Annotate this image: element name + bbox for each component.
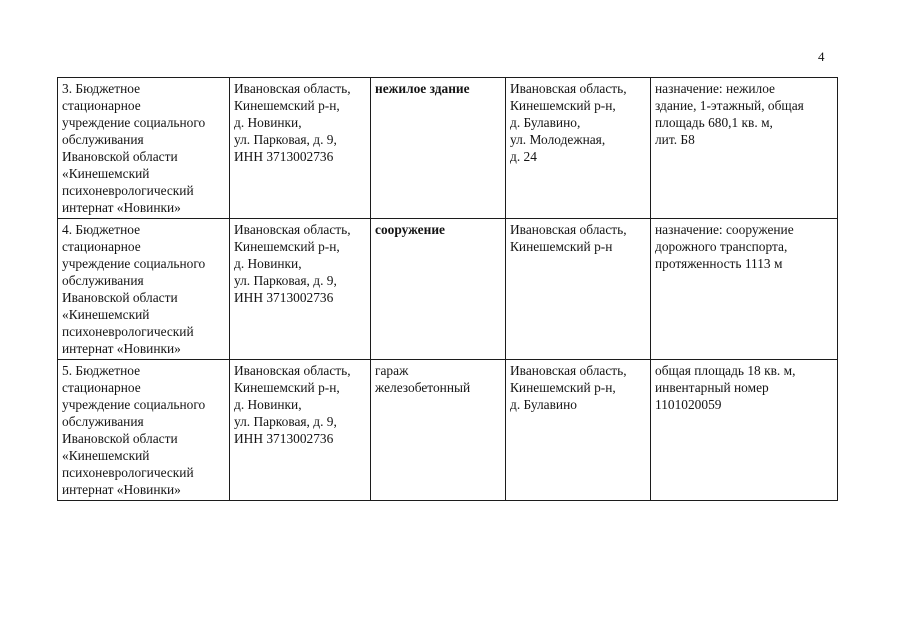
cell-line: Кинешемский р-н, — [510, 98, 616, 113]
table-row — [58, 360, 838, 501]
object-name-cell — [371, 219, 506, 360]
owner-address-cell — [230, 78, 371, 219]
cell-line: д. Булавино, — [510, 115, 581, 130]
cell-line: д. Булавино — [510, 397, 577, 412]
cell-line: сооружение — [375, 222, 445, 237]
cell-line: интернат «Новинки» — [62, 200, 181, 215]
cell-line: учреждение социального — [62, 115, 206, 130]
cell-line: интернат «Новинки» — [62, 482, 181, 497]
cell-line: д. Новинки, — [234, 115, 302, 130]
cell-line: обслуживания — [62, 414, 144, 429]
cell-line: д. 24 — [510, 149, 537, 164]
object-name-cell — [371, 78, 506, 219]
cell-line: «Кинешемский — [62, 307, 150, 322]
owner-address-cell — [230, 360, 371, 501]
cell-line: Кинешемский р-н, — [234, 380, 340, 395]
cell-line: учреждение социального — [62, 397, 206, 412]
cell-line: ул. Молодежная, — [510, 132, 606, 147]
cell-line: Ивановская область, — [510, 81, 627, 96]
object-characteristics-cell — [651, 360, 838, 501]
cell-line: Ивановская область, — [234, 363, 351, 378]
cell-line: Кинешемский р-н, — [510, 380, 616, 395]
cell-line: психоневрологический — [62, 324, 194, 339]
table-row — [58, 219, 838, 360]
object-location-cell — [506, 360, 651, 501]
cell-line: здание, 1-этажный, общая — [655, 98, 804, 113]
table-row — [58, 78, 838, 219]
object-characteristics-cell — [651, 78, 838, 219]
cell-line: ИНН 3713002736 — [234, 290, 334, 305]
cell-line: гараж — [375, 363, 409, 378]
cell-line: Кинешемский р-н, — [234, 239, 340, 254]
cell-line: Ивановской области — [62, 149, 178, 164]
cell-line: 1101020059 — [655, 397, 722, 412]
cell-line: протяженность 1113 м — [655, 256, 783, 271]
cell-line: стационарное — [62, 239, 141, 254]
cell-line: интернат «Новинки» — [62, 341, 181, 356]
cell-line: д. Новинки, — [234, 397, 302, 412]
cell-line: Ивановской области — [62, 290, 178, 305]
cell-line: ИНН 3713002736 — [234, 431, 334, 446]
owner-cell — [58, 219, 230, 360]
object-name-cell — [371, 360, 506, 501]
cell-line: 3. Бюджетное — [62, 81, 141, 96]
cell-line: Кинешемский р-н, — [234, 98, 340, 113]
cell-line: обслуживания — [62, 273, 144, 288]
cell-line: стационарное — [62, 380, 141, 395]
property-table — [57, 77, 838, 501]
cell-line: ул. Парковая, д. 9, — [234, 273, 337, 288]
cell-line: учреждение социального — [62, 256, 206, 271]
cell-line: д. Новинки, — [234, 256, 302, 271]
cell-line: дорожного транспорта, — [655, 239, 788, 254]
cell-line: ул. Парковая, д. 9, — [234, 132, 337, 147]
cell-line: железобетонный — [375, 380, 471, 395]
cell-line: Ивановская область, — [234, 81, 351, 96]
cell-line: площадь 680,1 кв. м, — [655, 115, 773, 130]
cell-line: 4. Бюджетное — [62, 222, 141, 237]
cell-line: ул. Парковая, д. 9, — [234, 414, 337, 429]
cell-line: Ивановская область, — [510, 222, 627, 237]
cell-line: Кинешемский р-н — [510, 239, 613, 254]
cell-line: обслуживания — [62, 132, 144, 147]
owner-cell — [58, 78, 230, 219]
object-location-cell — [506, 219, 651, 360]
page-number: 4 — [818, 49, 825, 64]
cell-line: инвентарный номер — [655, 380, 769, 395]
cell-line: Ивановская область, — [234, 222, 351, 237]
cell-line: ИНН 3713002736 — [234, 149, 334, 164]
cell-line: назначение: сооружение — [655, 222, 794, 237]
object-characteristics-cell — [651, 219, 838, 360]
cell-line: назначение: нежилое — [655, 81, 776, 96]
cell-line: общая площадь 18 кв. м, — [655, 363, 796, 378]
object-location-cell — [506, 78, 651, 219]
owner-cell — [58, 360, 230, 501]
cell-line: стационарное — [62, 98, 141, 113]
owner-address-cell — [230, 219, 371, 360]
cell-line: нежилое здание — [375, 81, 470, 96]
cell-line: «Кинешемский — [62, 166, 150, 181]
cell-line: психоневрологический — [62, 183, 194, 198]
cell-line: «Кинешемский — [62, 448, 150, 463]
cell-line: психоневрологический — [62, 465, 194, 480]
cell-line: 5. Бюджетное — [62, 363, 141, 378]
cell-line: лит. Б8 — [655, 132, 695, 147]
cell-line: Ивановской области — [62, 431, 178, 446]
cell-line: Ивановская область, — [510, 363, 627, 378]
